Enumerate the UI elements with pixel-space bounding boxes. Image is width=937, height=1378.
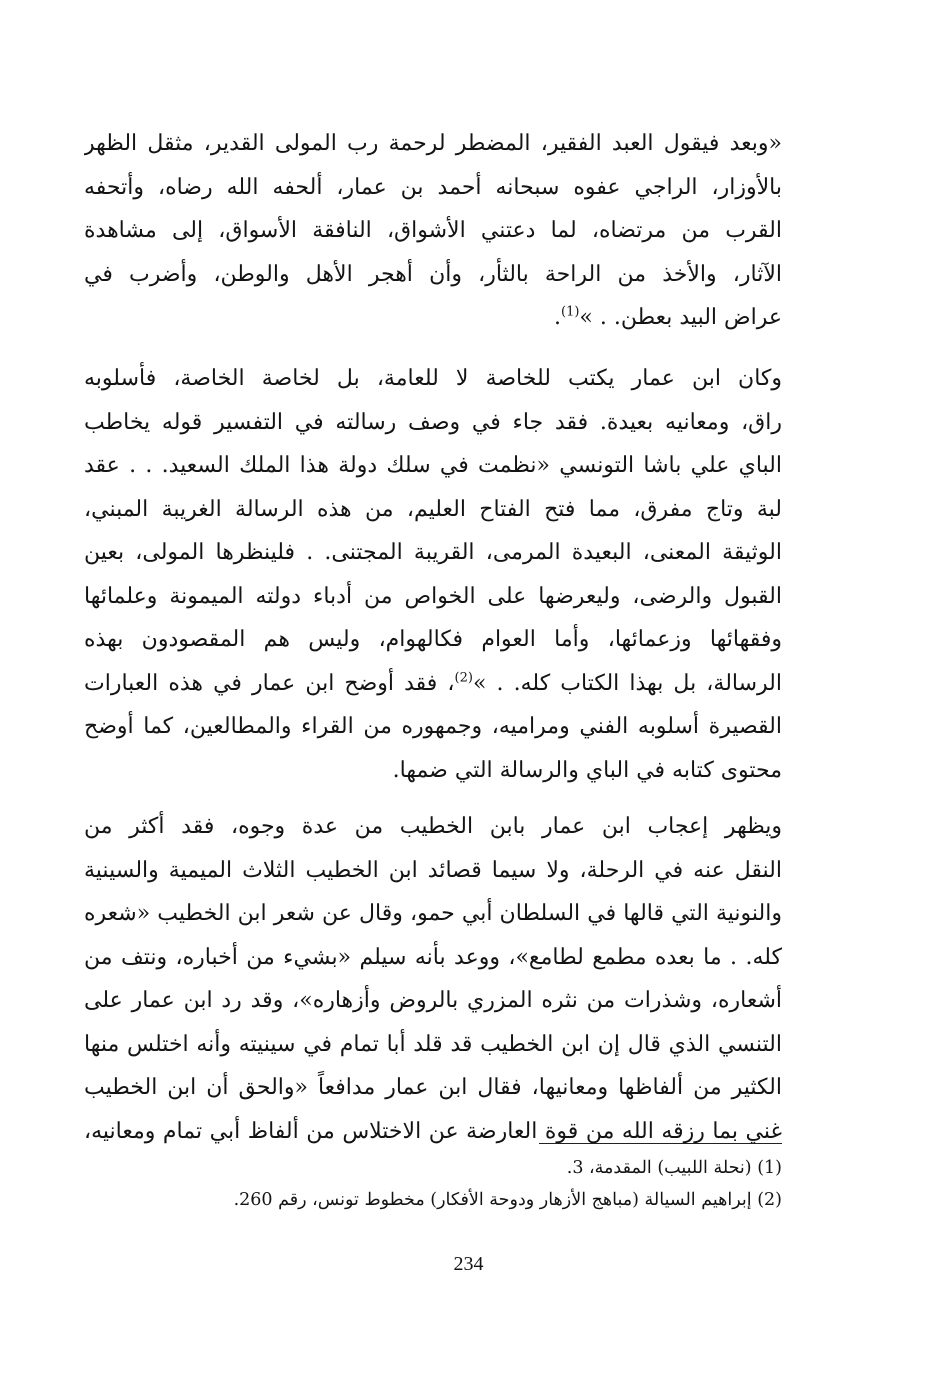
- line-text: الرسالة، بل بهذا الكتاب كله. . »: [472, 670, 782, 696]
- text-line: القصيرة أسلوبه الفني ومراميه، وجمهوره من القراء والمطالعين، كما أوضح: [84, 714, 782, 739]
- text-line: كله. . ما بعده مطمع لطامع»، ووعد بأنه سيلم «بشيء من أخباره، ونتف من: [84, 944, 782, 970]
- page-number: 234: [453, 1253, 484, 1275]
- text-line: بالأوزار، الراجي عفوه سبحانه أحمد بن عمار، ألحفه الله رضاه، وأتحفه: [84, 174, 782, 200]
- line-text: ، فقد أوضح ابن عمار في هذه العبارات: [84, 670, 455, 696]
- line-text: عراض البيد بعطن. . »: [579, 305, 782, 330]
- footnote-1: (1) (نحلة اللبيب) المقدمة، 3.: [566, 1158, 782, 1178]
- footnote-2: (2) إبراهيم السيالة (مباهج الأزهار ودوحة الأفكار) مخطوط تونس، رقم 260.: [233, 1190, 782, 1210]
- text-line: الباي علي باشا التونسي «نظمت في سلك دولة هذا الملك السعيد. . . عقد: [84, 453, 782, 478]
- text-line: ويظهر إعجاب ابن عمار بابن الخطيب من عدة وجوه، فقد أكثر من: [84, 814, 782, 839]
- text-line: لبة وتاج مفرق، مما فتح الفتاح العليم، من هذه الرسالة الغريبة المبني،: [84, 496, 782, 522]
- footnote-reference: (1): [560, 304, 580, 320]
- footnote-divider: [539, 1143, 782, 1144]
- text-line: الوثيقة المعنى، البعيدة المرمى، القريبة المجتنى. . فلينظرها المولى، بعين: [84, 540, 782, 565]
- paragraph-3: [84, 805, 782, 1153]
- text-line: الكثير من ألفاظها ومعانيها، فقال ابن عمار مدافعاً «والحق أن ابن الخطيب: [84, 1075, 782, 1100]
- text-line: وفقهائها وزعمائها، وأما العوام فكالهوام، وليس هم المقصودون بهذه: [84, 627, 782, 652]
- text-line: غني بما رزقه الله من قوة العارضة عن الاختلاس من ألفاظ أبي تمام ومعانيه،: [84, 1118, 782, 1144]
- text-line: القرب من مرتضاه، لما دعتني الأشواق، النافقة الأسواق، إلى مشاهدة: [84, 218, 782, 243]
- text-line: الآثار، والأخذ من الراحة بالثأر، وأن أهجر الأهل والوطن، وأضرب في: [84, 261, 782, 287]
- footnotes: [84, 1152, 782, 1216]
- text-line: «وبعد فيقول العبد الفقير، المضطر لرحمة رب المولى القدير، مثقل الظهر: [84, 131, 782, 156]
- text-line: [84, 662, 782, 706]
- text-line: محتوى كتابه في الباي والرسالة التي ضمها.: [392, 757, 782, 783]
- text-line: راق، ومعانيه بعيدة. فقد جاء في وصف رسالته في التفسير قوله يخاطب: [84, 409, 782, 435]
- text-line: وكان ابن عمار يكتب للخاصة لا للعامة، بل لخاصة الخاصة، فأسلوبه: [84, 366, 782, 391]
- line-text: .: [553, 305, 561, 330]
- footnote-reference: (2): [454, 670, 473, 686]
- paragraph-2: [84, 357, 782, 792]
- paragraph-1: [84, 122, 782, 340]
- text-line: [84, 296, 782, 340]
- text-line: القبول والرضى، وليعرضها على الخواص من أدباء دولته الميمونة وعلمائها: [84, 583, 782, 609]
- text-line: التنسي الذي قال إن ابن الخطيب قد قلد أبا تمام في سينيته وأنه اختلس منها: [84, 1031, 782, 1057]
- text-line: أشعاره، وشذرات من نثره المزري بالروض وأزهاره»، وقد رد ابن عمار على: [84, 988, 782, 1013]
- text-line: النقل عنه في الرحلة، ولا سيما قصائد ابن الخطيب الثلاث الميمية والسينية: [84, 857, 782, 883]
- text-line: والنونية التي قالها في السلطان أبي حمو، وقال عن شعر ابن الخطيب «شعره: [84, 901, 782, 926]
